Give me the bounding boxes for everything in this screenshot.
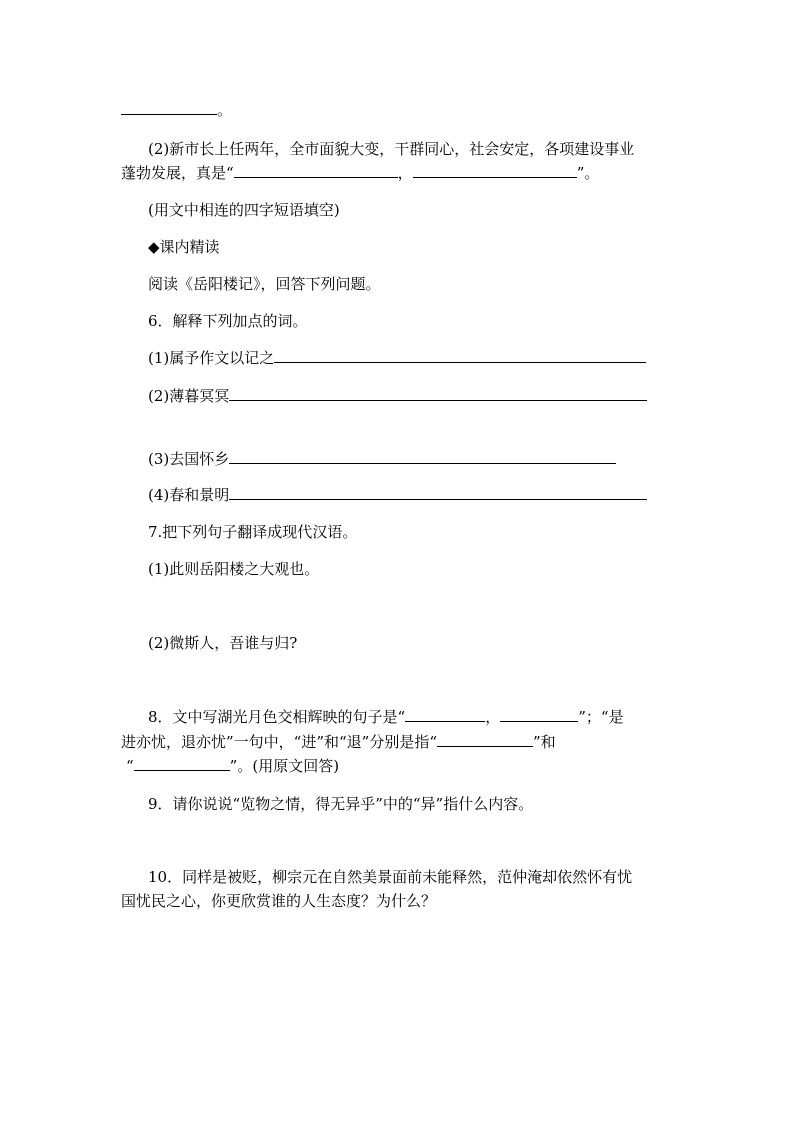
text: ， — [397, 164, 413, 182]
question-2-line-2 — [121, 163, 599, 183]
question-2-line-1: (2)新市长上任两年，全市面貌大变，干群同心，社会安定，各项建设事业 — [148, 140, 635, 158]
blank — [229, 449, 616, 464]
blank — [121, 100, 217, 115]
text: (1)属予作文以记之 — [148, 349, 275, 367]
section-title: ◆课内精读 — [148, 238, 220, 256]
blank — [615, 386, 647, 401]
text: ”。 — [576, 164, 600, 182]
answer-line-top — [121, 100, 232, 120]
blank — [134, 756, 230, 771]
text: (3)去国怀乡 — [148, 450, 230, 468]
question-6-3 — [148, 449, 616, 469]
text: ”和 — [533, 733, 556, 751]
question-8-line-1 — [148, 707, 624, 727]
question-2-note: (用文中相连的四字短语填空) — [148, 201, 340, 219]
blank — [413, 163, 577, 178]
question-6-1 — [148, 348, 646, 368]
reading-intro: 阅读《岳阳楼记》，回答下列问题。 — [148, 275, 381, 293]
blank — [437, 732, 533, 747]
text: 8．文中写湖光月色交相辉映的句子是“ — [148, 708, 406, 726]
blank — [405, 707, 485, 722]
blank — [229, 485, 647, 500]
blank — [274, 348, 646, 363]
text: 进亦忧，退亦忧”一句中，“进”和“退”分别是指“ — [121, 733, 438, 751]
question-6: 6．解释下列加点的词。 — [148, 312, 308, 330]
question-7: 7.把下列句子翻译成现代汉语。 — [148, 523, 358, 541]
blank — [234, 163, 398, 178]
text: (2)薄暮冥冥 — [148, 387, 230, 405]
text: 。 — [217, 101, 233, 119]
question-7-1: (1)此则岳阳楼之大观也。 — [148, 560, 320, 578]
text: ”；“是 — [578, 708, 624, 726]
question-8-line-3 — [126, 756, 339, 776]
question-6-4 — [148, 485, 647, 505]
question-8-line-2 — [121, 732, 556, 752]
question-9: 9．请你说说“览物之情，得无异乎”中的“异”指什么内容。 — [148, 795, 534, 813]
text: (4)春和景明 — [148, 486, 230, 504]
blank — [229, 386, 615, 401]
question-10-line-1: 10．同样是被贬，柳宗元在自然美景面前未能释然，范仲淹却依然怀有忧 — [148, 868, 633, 886]
blank — [500, 707, 578, 722]
question-6-2 — [148, 386, 647, 406]
text: ”。(用原文回答) — [229, 757, 340, 775]
text: ， — [485, 708, 501, 726]
question-7-2: (2)微斯人，吾谁与归? — [148, 634, 298, 652]
question-10-line-2: 国忧民之心，你更欣赏谁的人生态度？为什么？ — [121, 892, 437, 910]
text: “ — [126, 757, 134, 775]
text: 蓬勃发展，真是“ — [121, 164, 234, 182]
